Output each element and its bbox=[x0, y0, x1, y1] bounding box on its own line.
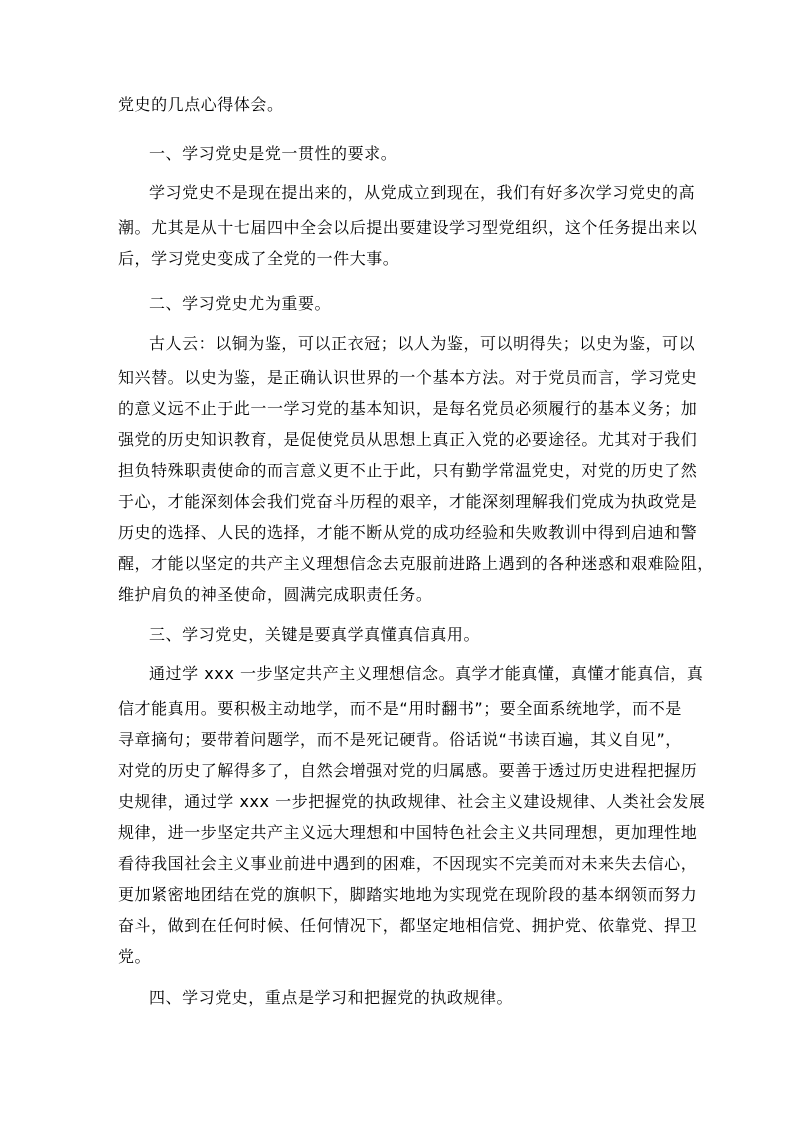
section-heading: 二、学习党史尤为重要。 bbox=[149, 294, 332, 313]
paragraph-line: 通过学 xxx 一步坚定共产主义理想信念。真学才能真懂，真懂才能真信，真 bbox=[149, 664, 704, 683]
paragraph-line: 后，学习党史变成了全党的一件大事。 bbox=[118, 249, 400, 268]
paragraph-line: 于心，才能深刻体会我们党奋斗历程的艰辛，才能深刻理解我们党成为执政党是 bbox=[118, 492, 698, 511]
paragraph-line: 看待我国社会主义事业前进中遇到的困难，不因现实不完美而对未来失去信心， bbox=[118, 854, 698, 873]
paragraph-line: 维护肩负的神圣使命，圆满完成职责任务。 bbox=[118, 585, 433, 604]
paragraph-line: 的意义远不止于此一一学习党的基本知识，是每名党员必须履行的基本义务；加 bbox=[118, 399, 698, 418]
paragraph-line: 奋斗，做到在任何时候、任何情况下，都坚定地相信党、拥护党、依靠党、捍卫 bbox=[118, 916, 698, 935]
section-heading: 三、学习党史，关键是要真学真懂真信真用。 bbox=[149, 625, 481, 644]
paragraph-line: 知兴替。以史为鉴，是正确认识世界的一个基本方法。对于党员而言，学习党史 bbox=[118, 368, 698, 387]
paragraph-line: 规律，进一步坚定共产主义远大理想和中国特色社会主义共同理想，更加理性地 bbox=[118, 823, 698, 842]
paragraph-line: 历史的选择、人民的选择，才能不断从党的成功经验和失败教训中得到启迪和警 bbox=[118, 523, 698, 542]
section-heading: 四、学习党史，重点是学习和把握党的执政规律。 bbox=[149, 988, 514, 1007]
paragraph-line: 担负特殊职责使命的而言意义更不止于此，只有勤学常温党史，对党的历史了然 bbox=[118, 461, 698, 480]
paragraph-line: 信才能真用。要积极主动地学，而不是“用时翻书”；要全面系统地学，而不是 bbox=[118, 699, 682, 718]
paragraph-line: 党。 bbox=[118, 947, 152, 966]
paragraph-line: 更加紧密地团结在党的旗帜下，脚踏实地地为实现党在现阶段的基本纲领而努力 bbox=[118, 885, 698, 904]
section-heading: 一、学习党史是党一贯性的要求。 bbox=[149, 144, 398, 163]
paragraph-line: 史规律，通过学 xxx 一步把握党的执政规律、社会主义建设规律、人类社会发展 bbox=[118, 792, 706, 811]
paragraph-line: 学习党史不是现在提出来的，从党成立到现在，我们有好多次学习党史的高 bbox=[149, 183, 696, 202]
paragraph-line: 古人云：以铜为鉴，可以正衣冠；以人为鉴，可以明得失；以史为鉴，可以 bbox=[149, 334, 696, 353]
paragraph-line: 党史的几点心得体会。 bbox=[118, 95, 284, 114]
paragraph-line: 潮。尤其是从十七届四中全会以后提出要建设学习型党组织，这个任务提出来以 bbox=[118, 218, 698, 237]
paragraph-line: 醒，才能以坚定的共产主义理想信念去克服前进路上遇到的各种迷惑和艰难险阻， bbox=[118, 554, 714, 573]
paragraph-line: 强党的历史知识教育，是促使党员从思想上真正入党的必要途径。尤其对于我们 bbox=[118, 430, 698, 449]
paragraph-line: 寻章摘句；要带着问题学，而不是死记硬背。俗话说“书读百遍，其义自见”， bbox=[118, 730, 682, 749]
paragraph-line: 对党的历史了解得多了，自然会增强对党的归属感。要善于透过历史进程把握历 bbox=[118, 761, 698, 780]
